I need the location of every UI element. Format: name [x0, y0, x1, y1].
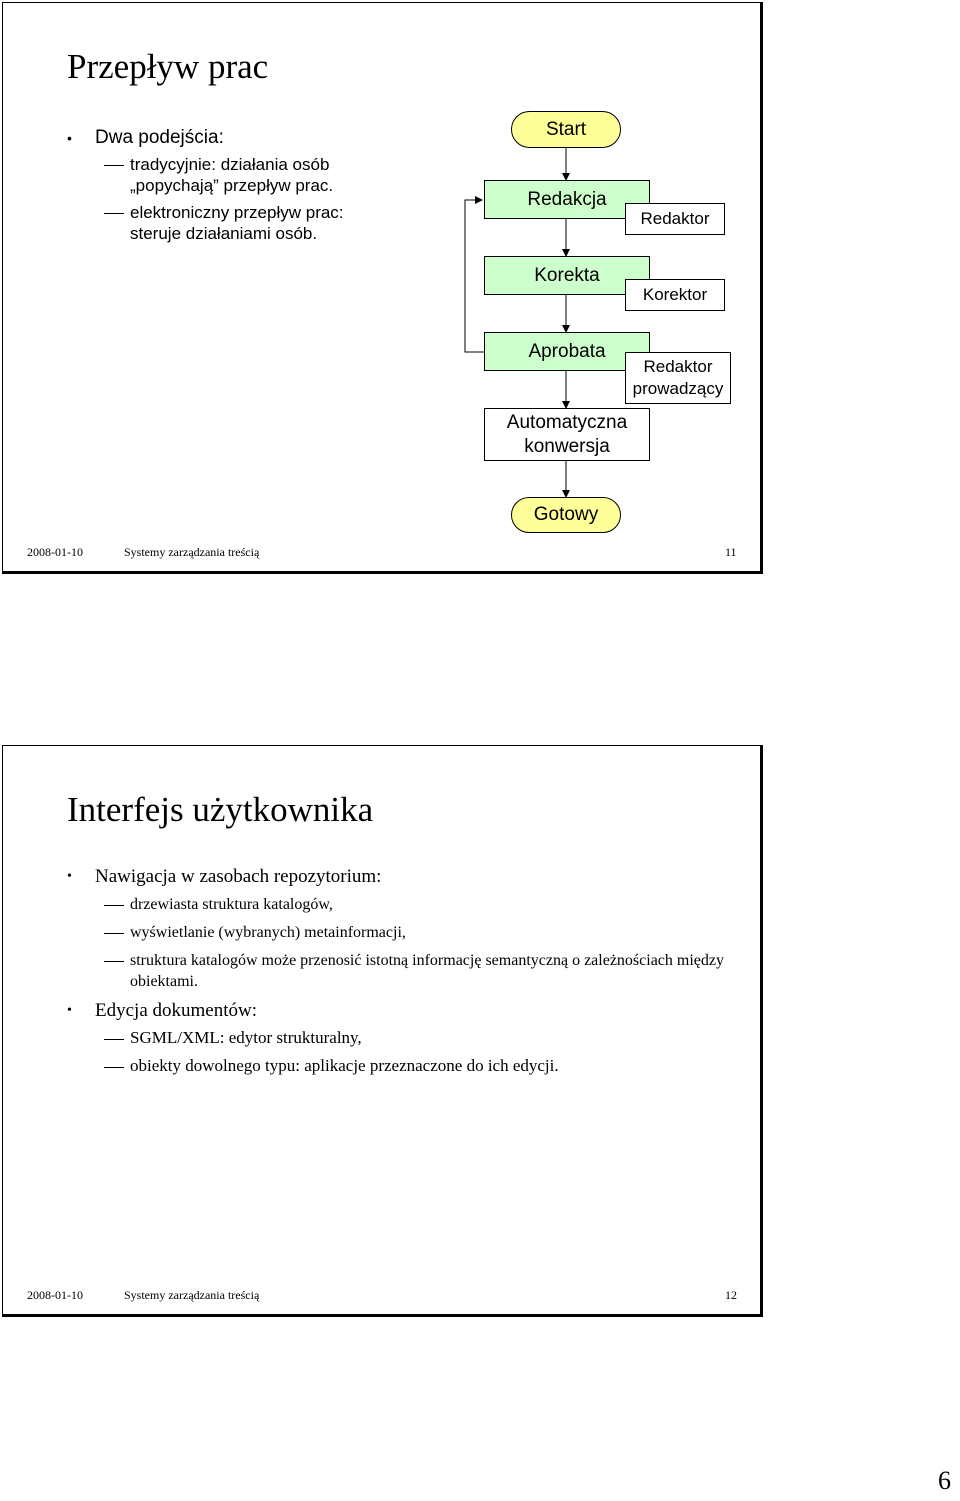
footer-slide-number: 12 [725, 1288, 737, 1302]
footer-date: 2008-01-10 [27, 545, 83, 559]
sub-list [95, 1027, 747, 1077]
flow-node-redakcja: Redakcja [484, 180, 650, 219]
footer-slide-number: 11 [725, 545, 737, 559]
handout-page-number: 6 [938, 1466, 951, 1495]
slide-title: Interfejs użytkownika [67, 790, 374, 829]
slide-title: Przepływ prac [67, 47, 269, 86]
bullet-dot-icon: • [67, 1003, 72, 1018]
flow-node-korekta: Korekta [484, 256, 650, 295]
sub-text: wyświetlanie (wybranych) metainformacji, [130, 924, 406, 941]
footer-title: Systemy zarządzania treścią [124, 545, 260, 559]
slide-workflow [2, 2, 763, 574]
footer-title: Systemy zarządzania treścią [124, 1288, 260, 1302]
sub-item [95, 1027, 747, 1049]
footer-date: 2008-01-10 [27, 1288, 83, 1302]
bullet-list [67, 865, 747, 1083]
bullet-text: Nawigacja w zasobach repozytorium: [95, 866, 382, 887]
bullet-text: Edycja dokumentów: [95, 1000, 257, 1021]
sub-text: elektroniczny przepływ prac: steruje działaniami osób. [130, 203, 344, 243]
dash-icon [104, 905, 124, 906]
role-box-redaktor-prowadzacy: Redaktor prowadzący [625, 352, 731, 404]
bullet-text: Dwa podejścia: [95, 127, 224, 148]
bullet-item [67, 865, 747, 992]
role-box-korektor: Korektor [625, 279, 725, 311]
flow-node-aprobata: Aprobata [484, 332, 650, 371]
dash-icon [104, 1039, 124, 1040]
sub-text: struktura katalogów może przenosić istotną informację semantyczną o zależnościach między obiektami. [130, 952, 724, 990]
role-box-redaktor: Redaktor [625, 203, 725, 235]
flow-node-konwersja: Automatyczna konwersja [484, 408, 650, 461]
sub-text: tradycyjnie: działania osób „popychają” przepływ prac. [130, 155, 334, 195]
dash-icon [104, 961, 124, 962]
dash-icon [104, 933, 124, 934]
loop-back-arrow [465, 200, 484, 352]
sub-item [95, 894, 747, 915]
dash-icon [104, 1067, 124, 1068]
sub-text: obiekty dowolnego typu: aplikacje przeznaczone do ich edycji. [130, 1056, 559, 1075]
flow-node-gotowy: Gotowy [511, 497, 621, 533]
sub-item [95, 922, 747, 943]
sub-item [95, 1055, 747, 1077]
sub-list [95, 894, 747, 992]
bullet-dot-icon: • [67, 869, 72, 884]
sub-item [95, 950, 747, 992]
flow-node-start: Start [511, 111, 621, 148]
sub-text: SGML/XML: edytor strukturalny, [130, 1028, 362, 1047]
slide-user-interface [2, 745, 763, 1317]
sub-text: drzewiasta struktura katalogów, [130, 896, 333, 913]
bullet-dot-icon: • [67, 130, 72, 146]
bullet-item [67, 999, 747, 1077]
